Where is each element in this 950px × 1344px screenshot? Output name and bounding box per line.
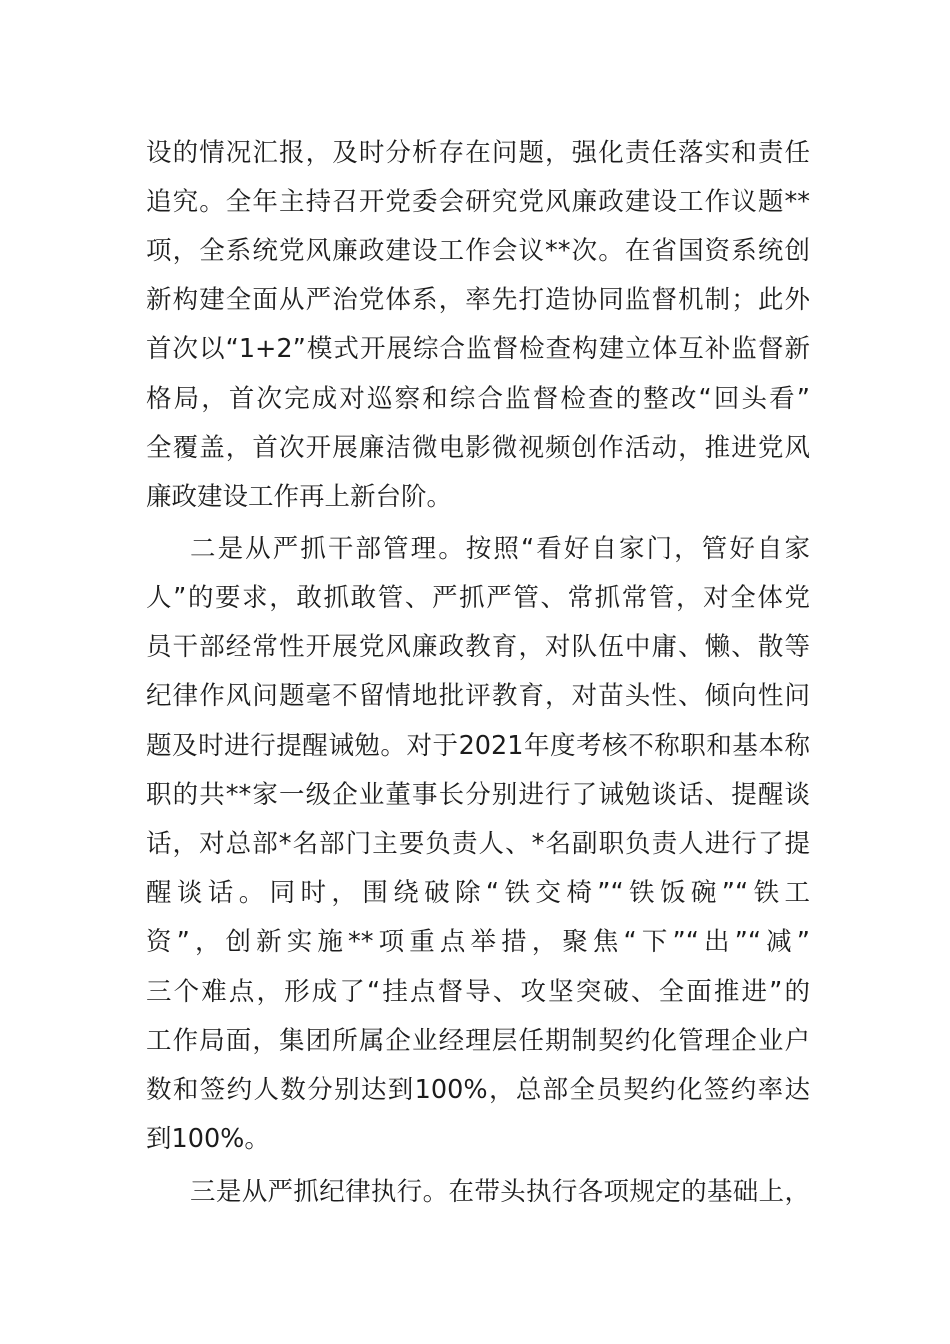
text-line: 工作局面，集团所属企业经理层任期制契约化管理企业户 — [146, 1026, 810, 1056]
text-line: 话，对总部*名部门主要负责人、*名副职负责人进行了提 — [146, 829, 810, 859]
text-line: 全覆盖，首次开展廉洁微电影微视频创作活动，推进党风 — [146, 433, 810, 463]
text-line: 人”的要求，敢抓敢管、严抓严管、常抓常管，对全体党 — [146, 583, 810, 613]
text-line: 廉政建设工作再上新台阶。 — [146, 482, 453, 512]
text-line: 追究。全年主持召开党委会研究党风廉政建设工作议题** — [146, 187, 810, 217]
text-line: 员干部经常性开展党风廉政教育，对队伍中庸、懒、散等 — [146, 632, 810, 662]
text-line: 职的共**家一级企业董事长分别进行了诫勉谈话、提醒谈 — [146, 780, 810, 810]
text-line: 二是从严抓干部管理。按照“看好自家门，管好自家 — [190, 534, 810, 564]
text-line: 资”，创新实施**项重点举措，聚焦“下”“出”“减” — [146, 927, 810, 957]
text-line: 格局，首次完成对巡察和综合监督检查的整改“回头看” — [146, 384, 810, 414]
text-line: 新构建全面从严治党体系，率先打造协同监督机制；此外 — [146, 285, 810, 315]
text-line: 题及时进行提醒诫勉。对于2021年度考核不称职和基本称 — [146, 731, 810, 761]
text-line: 三是从严抓纪律执行。在带头执行各项规定的基础上， — [190, 1177, 810, 1207]
text-line: 数和签约人数分别达到100%，总部全员契约化签约率达 — [146, 1075, 810, 1105]
text-line: 醒谈话。同时，围绕破除“铁交椅”“铁饭碗”“铁工 — [146, 878, 810, 908]
text-line: 三个难点，形成了“挂点督导、攻坚突破、全面推进”的 — [146, 977, 810, 1007]
text-line: 纪律作风问题毫不留情地批评教育，对苗头性、倾向性问 — [146, 681, 810, 711]
text-line: 首次以“1+2”模式开展综合监督检查构建立体互补监督新 — [146, 334, 810, 364]
text-line: 项，全系统党风廉政建设工作会议**次。在省国资系统创 — [146, 236, 810, 266]
text-line: 设的情况汇报，及时分析存在问题，强化责任落实和责任 — [146, 138, 810, 168]
text-line: 到100%。 — [146, 1124, 270, 1154]
